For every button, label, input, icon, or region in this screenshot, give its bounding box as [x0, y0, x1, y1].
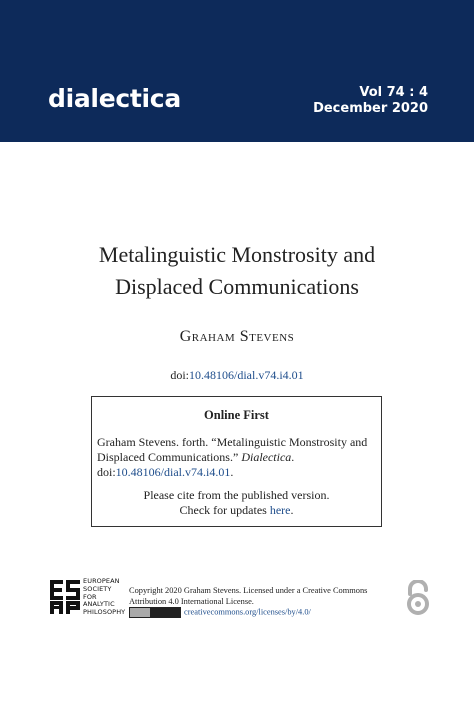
cc-by-badge-icon	[129, 607, 181, 618]
society-name	[83, 578, 131, 617]
esap-logo-icon	[49, 579, 81, 615]
journal-name: dialectica	[48, 84, 181, 113]
society-line: SOCIETY	[83, 584, 112, 593]
doi-prefix: doi:	[170, 368, 189, 382]
citation-text: Graham Stevens. forth. “Metalinguistic Monstrosity and Displaced Communications.” Dialectica. doi:10.48106/dial.v74.i4.01.	[97, 435, 368, 479]
cite-note	[92, 488, 381, 518]
copyright-notice	[129, 586, 389, 618]
society-line: EUROPEAN	[83, 577, 120, 585]
journal-header	[0, 0, 474, 142]
copyright-text: Copyright 2020 Graham Stevens. Licensed under a Creative Commons Attribution 4.0 International License.	[129, 586, 368, 606]
article-title	[40, 239, 434, 303]
title-line-2: Displaced Communications	[115, 274, 359, 299]
title-line-1: Metalinguistic Monstrosity and	[98, 242, 376, 267]
doi-link[interactable]: 10.48106/dial.v74.i4.01	[189, 368, 304, 382]
doi-line	[0, 368, 474, 383]
society-line: FOR	[83, 592, 97, 601]
citation-doi-prefix: doi:	[97, 465, 116, 479]
volume-issue: Vol 74 : 4	[359, 85, 428, 100]
license-link[interactable]: creativecommons.org/licenses/by/4.0/	[184, 607, 311, 617]
citation-doi-link[interactable]: 10.48106/dial.v74.i4.01	[115, 465, 231, 479]
open-access-icon	[405, 580, 431, 616]
author-name: Graham Stevens	[179, 328, 295, 345]
license-line	[129, 607, 389, 618]
online-first-heading: Online First	[204, 408, 269, 422]
updates-prefix: Check for updates	[179, 503, 267, 517]
citation-author: Graham Stevens. forth. “Metalinguistic Monstrosity and Displaced Communications.”	[97, 435, 368, 464]
society-line: ANALYTIC	[83, 600, 115, 609]
updates-line: Check for updates here.	[179, 503, 294, 517]
issue-date: December 2020	[313, 101, 428, 116]
cite-published-note: Please cite from the published version.	[143, 488, 330, 502]
society-line: PHILOSOPHY	[83, 608, 126, 617]
citation-journal: Dialectica	[241, 450, 292, 464]
online-first-box	[91, 396, 382, 527]
updates-link[interactable]: here	[269, 503, 291, 517]
